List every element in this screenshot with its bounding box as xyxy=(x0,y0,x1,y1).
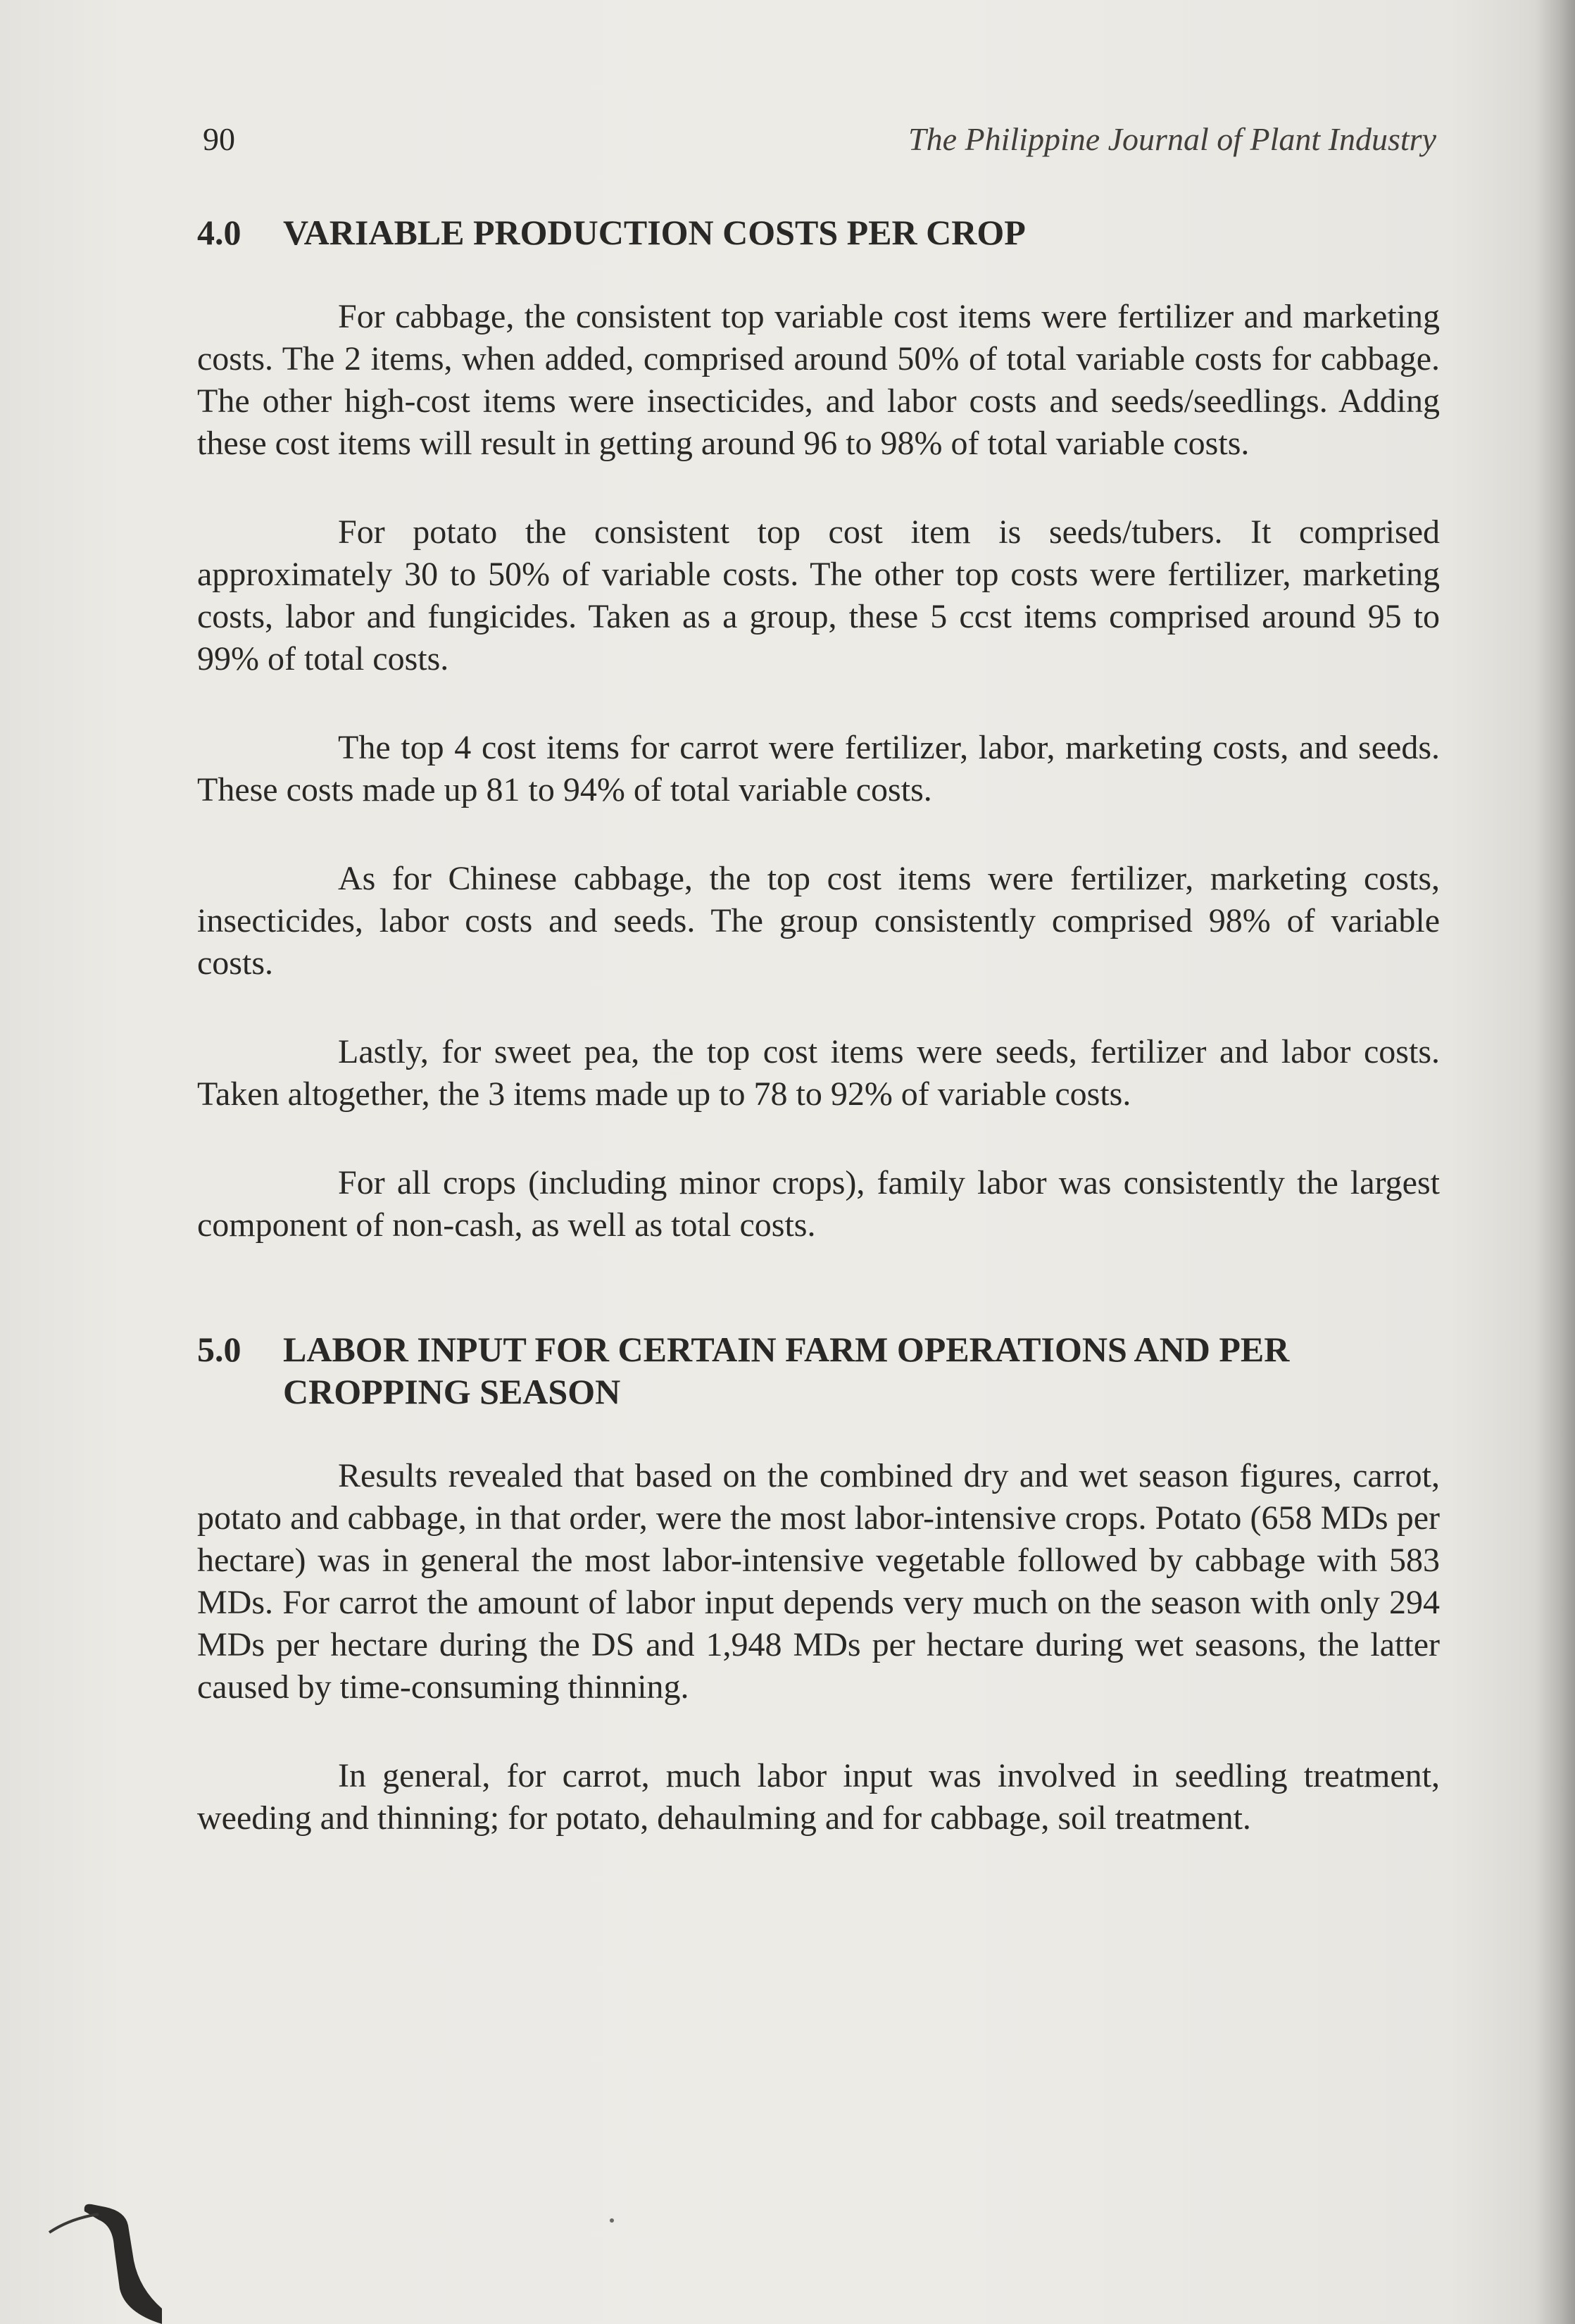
page-header xyxy=(203,118,1436,161)
page-number: 90 xyxy=(203,121,235,157)
scan-corner-mark xyxy=(0,2183,162,2324)
section-title: VARIABLE PRODUCTION COSTS PER CROP xyxy=(283,213,1026,252)
section-heading-5 xyxy=(197,1328,1440,1413)
paragraph-potato: For potato the consistent top cost item is seeds/tubers. It comprised approximately 30 to 50% of variable costs. The other top costs were fertilizer, marketing costs, labor and fungicides. Taken as a group, these 5 ccst items comprised around 95 to 99% of total costs. xyxy=(197,513,1440,677)
paragraph-labor-operations: In general, for carrot, much labor input was involved in seedling treatment, weeding and thinning; for potato, dehaulming and for cabbage, soil treatment. xyxy=(197,1757,1440,1837)
paragraph-all-crops: For all crops (including minor crops), family labor was consistently the largest component of non-cash, as well as total costs. xyxy=(197,1164,1440,1244)
page-edge-shadow xyxy=(1536,0,1575,2324)
journal-title: The Philippine Journal of Plant Industry xyxy=(908,121,1436,157)
paragraph-sweet-pea: Lastly, for sweet pea, the top cost items were seeds, fertilizer and labor costs. Taken altogether, the 3 items made up to 78 to 92% of variable costs. xyxy=(197,1033,1440,1113)
paragraph-carrot: The top 4 cost items for carrot were fertilizer, labor, marketing costs, and seeds. These costs made up 81 to 94% of total variable costs. xyxy=(197,729,1440,808)
section-number: 4.0 xyxy=(197,213,241,252)
section-number: 5.0 xyxy=(197,1330,241,1369)
paragraph-cabbage: For cabbage, the consistent top variable cost items were fertilizer and marketing costs. The 2 items, when added, comprised around 50% of total variable costs for cabbage. The other high-cost items were insecticides, and labor costs and seeds/seedlings. Adding these cost items will result in getting around 96 to 98% of total variable costs. xyxy=(197,298,1440,462)
paragraph-chinese-cabbage: As for Chinese cabbage, the top cost items were fertilizer, marketing costs, insecticides, labor costs and seeds. The group consistently comprised 98% of variable costs. xyxy=(197,860,1440,982)
section-spacer xyxy=(197,1293,1440,1328)
page-body xyxy=(197,211,1440,1886)
section-title: LABOR INPUT FOR CERTAIN FARM OPERATIONS AND PER CROPPING SEASON xyxy=(283,1330,1290,1411)
section-heading-4 xyxy=(197,211,1440,254)
scan-speck xyxy=(610,2218,614,2223)
paragraph-labor-intensive: Results revealed that based on the combined dry and wet season figures, carrot, potato and cabbage, in that order, were the most labor-intensive crops. Potato (658 MDs per hectare) was in general the most labor-intensive vegetable followed by cabbage with 583 MDs. For carrot the amount of labor input depends very much on the season with only 294 MDs per hectare during the DS and 1,948 MDs per hectare during wet seasons, the latter caused by time-consuming thinning. xyxy=(197,1457,1440,1706)
